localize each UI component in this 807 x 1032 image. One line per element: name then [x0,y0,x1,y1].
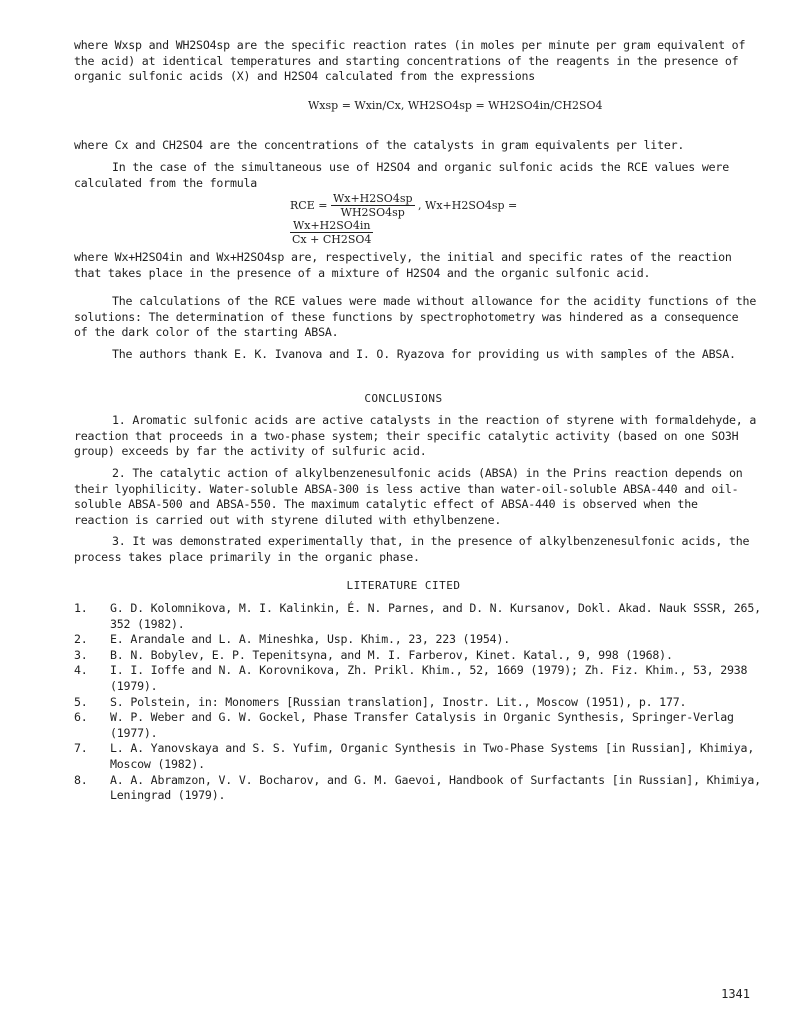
equation-rce [290,192,550,246]
rce-denominator: WH2SO4sp [340,206,405,219]
conclusions-heading: CONCLUSIONS [364,392,443,405]
reference-item [74,741,764,772]
specific-rate-numerator: Wx+H2SO4in [290,219,373,233]
reference-item [74,710,764,741]
reference-item [74,695,764,711]
paragraph-acknowledgement: The authors thank E. K. Ivanova and I. O. Ryazova for providing us with samples of the ABSA. [112,347,736,361]
reference-number: 2. [74,632,88,647]
reference-text: I. I. Ioffe and N. A. Korovnikova, Zh. Prikl. Khim., 52, 1669 (1979); Zh. Fiz. Khim., 53, 2938 (1979). [110,663,748,693]
reference-number: 3. [74,647,88,662]
conclusion-2: 2. The catalytic action of alkylbenzenesulfonic acids (ABSA) in the Prins reaction depends on their lyophilicity. Water-soluble ABSA-300 is less active than water-oil-soluble ABSA-440 and oil-soluble ABSA-500 and ABSA-550. The maximum catalytic effect of ABSA-440 is observed when the reaction is carried out with styrene diluted with ethylbenzene. [74,466,743,527]
reference-number: 7. [74,741,88,756]
rce-numerator: Wx+H2SO4sp [332,192,413,205]
reference-text: E. Arandale and L. A. Mineshka, Usp. Khim., 23, 223 (1954). [110,632,511,647]
reference-item [74,663,764,694]
specific-rate-denominator: Cx + CH2SO4 [292,233,372,246]
paragraph-rce-calculation: The calculations of the RCE values were made without allowance for the acidity functions of the solutions: The determination of these functions by spectrophotometry was hindered as a consequence of the dark color of the starting ABSA. [74,294,757,340]
rce-mid: , Wx+H2SO4sp = [418,199,518,212]
reference-text: S. Polstein, in: Monomers [Russian translation], Inostr. Lit., Moscow (1951), p. 177. [110,694,687,709]
paragraph-simultaneous-use: In the case of the simultaneous use of H2SO4 and organic sulfonic acids the RCE values were calculated from the formula [74,160,729,190]
reference-text: W. P. Weber and G. W. Gockel, Phase Transfer Catalysis in Organic Synthesis, Springer-Verlag (1977). [110,710,734,740]
reference-item [74,632,764,648]
reference-item [74,773,764,804]
literature-heading: LITERATURE CITED [346,579,461,592]
paragraph-rates-definition: where Wxsp and WH2SO4sp are the specific reaction rates (in moles per minute per gram equivalent of the acid) at identical temperatures and starting concentrations of the reagents in the presence of organic sulfonic acids (X) and H2SO4 calculated from the expressions [74,38,746,84]
equation-specific-rates [308,99,603,112]
reference-number: 4. [74,663,88,678]
reference-text: B. N. Bobylev, E. P. Tepenitsyna, and M. I. Farberov, Kinet. Katal., 9, 998 (1968). [110,647,673,662]
reference-text: A. A. Abramzon, V. V. Bocharov, and G. M. Gaevoi, Handbook of Surfactants [in Russian], Khimiya, Leningrad (1979). [110,772,761,803]
conclusion-1: 1. Aromatic sulfonic acids are active catalysts in the reaction of styrene with formaldehyde, a reaction that proceeds in a two-phase system; their specific catalytic activity (based on one SO3H group) exceeds by far the activity of sulfuric acid. [74,413,757,459]
conclusion-3: 3. It was demonstrated experimentally that, in the presence of alkylbenzenesulfonic acids, the process takes place primarily in the organic phase. [74,534,750,564]
reference-list [74,601,764,804]
reference-item [74,601,764,632]
reference-number: 5. [74,694,88,709]
reference-number: 8. [74,772,88,787]
page-number: 1341 [721,987,750,1001]
rce-lhs: RCE = [290,199,328,212]
paragraph-initial-specific-rates: where Wx+H2SO4in and Wx+H2SO4sp are, respectively, the initial and specific rates of the reaction that takes place in the presence of a mixture of H2SO4 and the organic sulfonic acid. [74,250,732,280]
specific-rate-fraction [290,219,373,246]
paragraph-concentrations: where Cx and CH2SO4 are the concentrations of the catalysts in gram equivalents per liter. [74,138,685,152]
reference-text: G. D. Kolomnikova, M. I. Kalinkin, É. N. Parnes, and D. N. Kursanov, Dokl. Akad. Nauk SSSR, 265, 352 (1982). [110,601,761,631]
reference-number: 6. [74,710,88,725]
reference-item [74,648,764,664]
reference-number: 1. [74,601,88,615]
equation-text: Wxsp = Wxin/Cx, WH2SO4sp = WH2SO4in/CH2SO4 [308,99,603,112]
reference-text: L. A. Yanovskaya and S. S. Yufim, Organic Synthesis in Two-Phase Systems [in Russian], Khimiya, Moscow (1982). [110,741,755,771]
rce-fraction [331,192,415,219]
